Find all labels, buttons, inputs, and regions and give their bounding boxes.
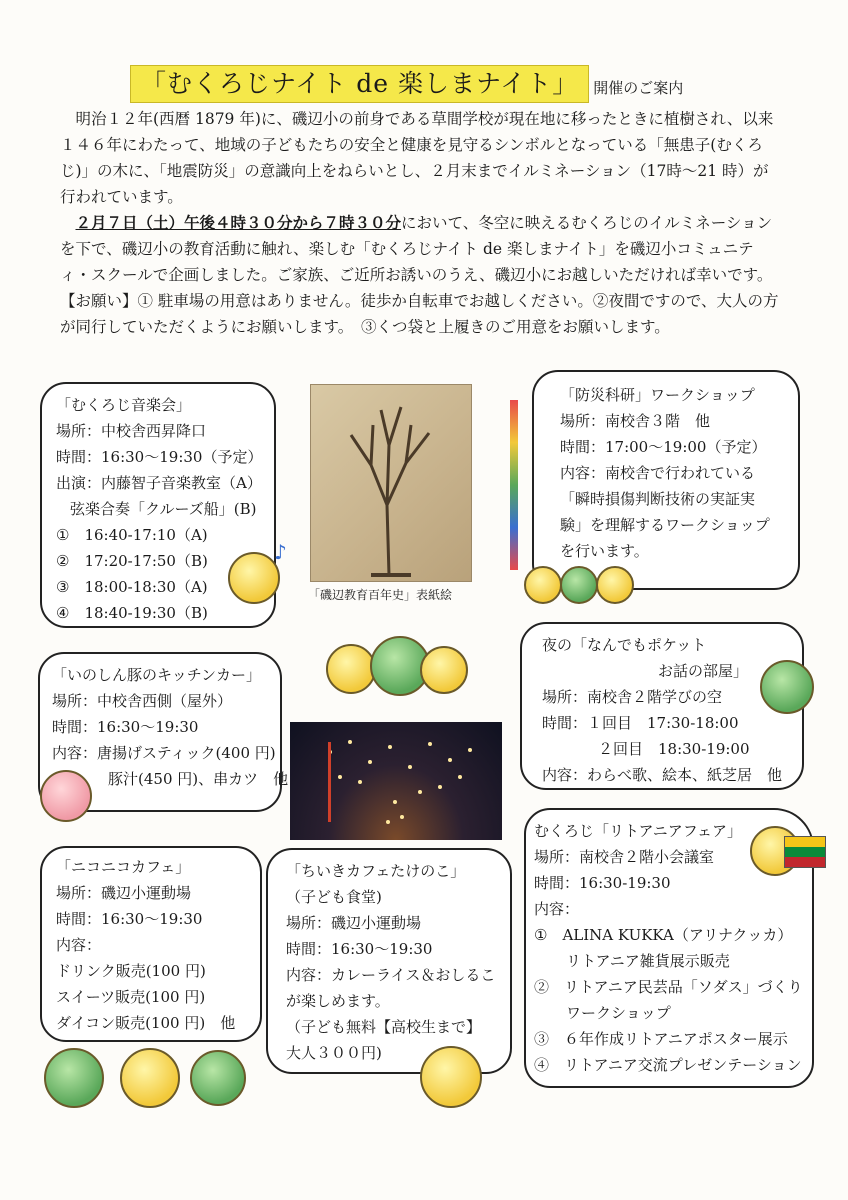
lithuania-title: むくろじ「リトアニアフェア」 — [534, 822, 743, 840]
nico-item-3: ダイコン販売(100 円) 他 — [56, 1014, 236, 1032]
nico-time: 時間：16:30～19:30 — [56, 910, 203, 928]
pocket-content: 内容：わらべ歌、絵本、紙芝居 他 — [542, 766, 783, 784]
takenoko-place: 場所：磯辺小運動場 — [286, 914, 422, 932]
mascot-cafe-illustration-1 — [44, 1048, 104, 1108]
music-performer-1: 出演：内藤智子音楽教室（A） — [56, 474, 262, 492]
takenoko-subtitle: （子ども食堂) — [286, 888, 382, 906]
intro-text — [60, 106, 780, 340]
lithuania-item-4: ④ リトアニア交流プレゼンテーション — [534, 1056, 802, 1074]
nico-content-label: 内容： — [56, 936, 102, 954]
music-performer-2: 弦楽合奏「クルーズ船」(B) — [70, 500, 257, 518]
music-place: 場所：中校舎西昇降口 — [56, 422, 207, 440]
lithuania-item-1: ① ALINA KUKKA（アリナクッカ） — [534, 926, 793, 944]
music-time: 時間：16:30～19:30（予定） — [56, 448, 263, 466]
bousai-time: 時間：17:00～19:00（予定） — [560, 438, 767, 456]
takenoko-price-1: （子ども無料【高校生まで】 — [286, 1018, 482, 1036]
nico-place: 場所：磯辺小運動場 — [56, 884, 192, 902]
lithuania-item-3: ③ ６年作成リトアニアポスター展示 — [534, 1030, 788, 1048]
lithuania-item-2-detail: ワークショップ — [566, 1004, 671, 1022]
music-slot-1: ① 16:40-17:10（A) — [56, 526, 208, 544]
lithuania-flag-icon — [784, 836, 826, 868]
mascot-book-illustration — [760, 660, 814, 714]
takenoko-content-1: 内容：カレーライス＆おしるこ — [286, 966, 496, 984]
takenoko-cafe-box — [266, 848, 512, 1074]
pocket-title-2: お話の部屋」 — [658, 662, 749, 680]
lithuania-time: 時間：16:30-19:30 — [534, 874, 671, 892]
mascot-scarf-illustration-3 — [596, 566, 634, 604]
kitchen-content-1: 内容：唐揚げスティック(400 円) — [52, 744, 276, 762]
bousai-content-3: 験」を理解するワークショップ — [560, 516, 770, 534]
pocket-time-2: ２回目 18:30-19:00 — [598, 740, 750, 758]
mascot-group-illustration-3 — [420, 646, 468, 694]
bousai-content-2: 「瞬時損傷判断技術の実証実 — [560, 490, 756, 508]
kitchen-title: 「いのしん豚のキッチンカー」 — [52, 666, 261, 684]
bousai-title: 「防災科研」ワークショップ — [560, 386, 755, 404]
lithuania-place: 場所：南校舎２階小会議室 — [534, 848, 715, 866]
pig-mascot-illustration — [40, 770, 92, 822]
mascot-scarf-illustration-1 — [524, 566, 562, 604]
mascot-food-illustration — [420, 1046, 482, 1108]
mascot-scarf-illustration-2 — [560, 566, 598, 604]
lithuania-item-2: ② リトアニア民芸品「ソダス」づくり — [534, 978, 803, 996]
bousai-place: 場所：南校舎３階 他 — [560, 412, 711, 430]
takenoko-time: 時間：16:30～19:30 — [286, 940, 433, 958]
takenoko-title: 「ちいきカフェたけのこ」 — [286, 862, 466, 880]
title-area — [130, 64, 683, 104]
pocket-title-1: 夜の「なんでもポケット — [542, 636, 707, 654]
intro-paragraph-2: ２月７日（土）午後４時３０分から７時３０分において、冬空に映えるむくろじのイルミネーションを下で、磯辺小の教育活動に触れ、楽しむ「むくろじナイト de 楽しまナイト」を磯辺小コミュニティ・スクールで企画しました。ご家族、ご近所お誘いのうえ、磯辺小にお越しいただければ幸いです。 — [60, 213, 773, 284]
nico-item-1: ドリンク販売(100 円) — [56, 962, 206, 980]
tree-caption: 「磯辺教育百年史」表紙絵 — [308, 588, 453, 602]
tree-sketch-image — [310, 384, 472, 582]
nico-title: 「ニコニコカフェ」 — [56, 858, 191, 876]
story-room-box — [520, 622, 804, 790]
kitchen-place: 場所：中校舎西側（屋外） — [52, 692, 233, 710]
music-slot-4: ④ 18:40-19:30（B) — [56, 604, 208, 622]
takenoko-price-2: 大人３００円) — [286, 1044, 382, 1062]
page-title: 「むくろじナイト de 楽しまナイト」 — [130, 65, 589, 103]
illumination-photo — [290, 722, 502, 840]
bousai-content-1: 内容：南校舎で行われている — [560, 464, 756, 482]
takenoko-content-2: が楽しめます。 — [286, 992, 390, 1010]
request-notice: 【お願い】① 駐車場の用意はありません。徒歩か自転車でお越しください。②夜間ですので、大人の方が同行していただくようにお願いします。 ③くつ袋と上履きのご用意をお願いします。 — [60, 292, 779, 336]
bousai-content-4: を行います。 — [560, 542, 649, 560]
music-slot-3: ③ 18:00-18:30（A) — [56, 578, 208, 596]
lithuania-content-label: 内容： — [534, 900, 580, 918]
lithuania-item-1-detail: リトアニア雑貨展示販売 — [566, 952, 730, 970]
mascot-group-illustration-1 — [326, 644, 376, 694]
music-slot-2: ② 17:20-17:50（B) — [56, 552, 208, 570]
kitchen-content-2: 豚汁(450 円)、串カツ 他 — [108, 770, 289, 788]
pocket-time-1: 時間：１回目 17:30-18:00 — [542, 714, 739, 732]
page-title-suffix: 開催のご案内 — [593, 78, 684, 97]
mascot-cafe-illustration-3 — [190, 1050, 246, 1106]
rainbow-pole-illustration — [510, 400, 518, 570]
nico-cafe-box — [40, 846, 262, 1042]
nico-item-2: スイーツ販売(100 円) — [56, 988, 206, 1006]
pocket-place: 場所：南校舎２階学びの空 — [542, 688, 723, 706]
event-date: ２月７日（土）午後４時３０分から７時３０分 — [75, 213, 402, 232]
music-note-icon: ♪ — [274, 540, 287, 564]
bousai-workshop-box — [532, 370, 800, 590]
kitchen-time: 時間：16:30～19:30 — [52, 718, 199, 736]
intro-paragraph-1: 明治１２年(西暦 1879 年)に、磯辺小の前身である草間学校が現在地に移ったときに植樹され、以来１４６年にわたって、地域の子どもたちの安全と健康を見守るシンボルとなっている「無患子(むくろじ)」の木に、「地震防災」の意識向上をねらいとし、２月末までイルミネーション（17時～21 時）が行われています。 — [60, 110, 774, 206]
music-title: 「むくろじ音楽会」 — [56, 396, 192, 414]
mascot-singing-illustration — [228, 552, 280, 604]
mascot-cafe-illustration-2 — [120, 1048, 180, 1108]
